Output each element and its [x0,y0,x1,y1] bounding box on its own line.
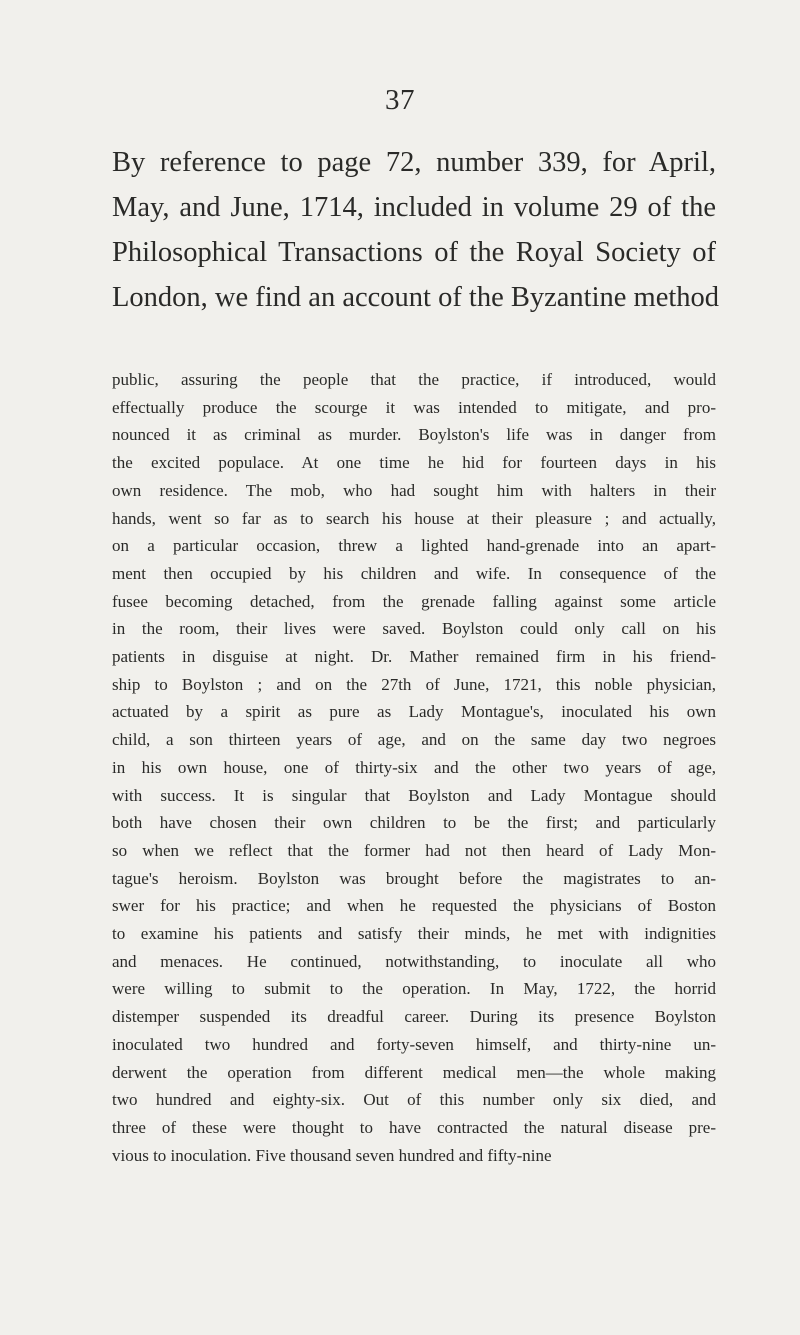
text-line: were willing to submit to the operation. In May, 1722, the horrid [112,979,716,999]
text-line: swer for his practice; and when he requested the physicians of Boston [112,896,716,916]
overlay-line: Philosophical Transactions of the Royal Society of [112,237,716,268]
text-line: fusee becoming detached, from the grenade falling against some article [112,591,716,611]
text-line: in the room, their lives were saved. Boylston could only call on his [112,619,716,639]
text-line: to examine his patients and satisfy their minds, he met with indignities [112,924,716,944]
text-line: and menaces. He continued, notwithstanding, to inoculate all who [112,951,716,971]
text-line: patients in disguise at night. Dr. Mather remained firm in his friend- [112,647,716,667]
text-line: vious to inoculation. Five thousand seven hundred and fifty-nine [112,1145,552,1165]
text-line: two hundred and eighty-six. Out of this number only six died, and [112,1090,716,1110]
page-number: 37 [385,84,415,116]
text-line: own residence. The mob, who had sought him with halters in their [112,480,716,500]
text-line: child, a son thirteen years of age, and on the same day two negroes [112,730,716,750]
text-line: nounced it as criminal as murder. Boylston's life was in danger from [112,425,716,445]
overlay-line: By reference to page 72, number 339, for April, [112,147,716,178]
text-line: public, assuring the people that the practice, if introduced, would [112,370,716,389]
text-line: both have chosen their own children to be the first; and particularly [112,813,716,833]
text-line: distemper suspended its dreadful career. During its presence Boylston [112,1007,716,1027]
text-line: actuated by a spirit as pure as Lady Montague's, inoculated his own [112,702,716,722]
text-line: so when we reflect that the former had not then heard of Lady Mon- [112,840,716,860]
overlaid-text-block [112,140,720,320]
text-line: ment then occupied by his children and wife. In consequence of the [112,563,716,583]
text-line: on a particular occasion, threw a lighted hand-grenade into an apart- [112,536,716,556]
text-line: three of these were thought to have contracted the natural disease pre- [112,1117,716,1137]
text-line: in his own house, one of thirty-six and the other two years of age, [112,757,716,777]
text-line: derwent the operation from different medical men—the whole making [112,1062,716,1082]
body-paragraph [112,366,716,1169]
text-line: the excited populace. At one time he hid for fourteen days in his [112,453,716,473]
overlay-line: London, we find an account of the Byzantine method [112,282,720,313]
text-line: tague's heroism. Boylston was brought before the magistrates to an- [112,868,716,888]
text-line: hands, went so far as to search his house at their pleasure ; and actually, [112,508,716,528]
overlay-line: May, and June, 1714, included in volume 29 of the [112,192,716,223]
text-line: with success. It is singular that Boylston and Lady Montague should [112,785,716,805]
text-line: inoculated two hundred and forty-seven himself, and thirty-nine un- [112,1034,716,1054]
text-line: effectually produce the scourge it was intended to mitigate, and pro- [112,397,716,417]
text-line: ship to Boylston ; and on the 27th of June, 1721, this noble physician, [112,674,716,694]
